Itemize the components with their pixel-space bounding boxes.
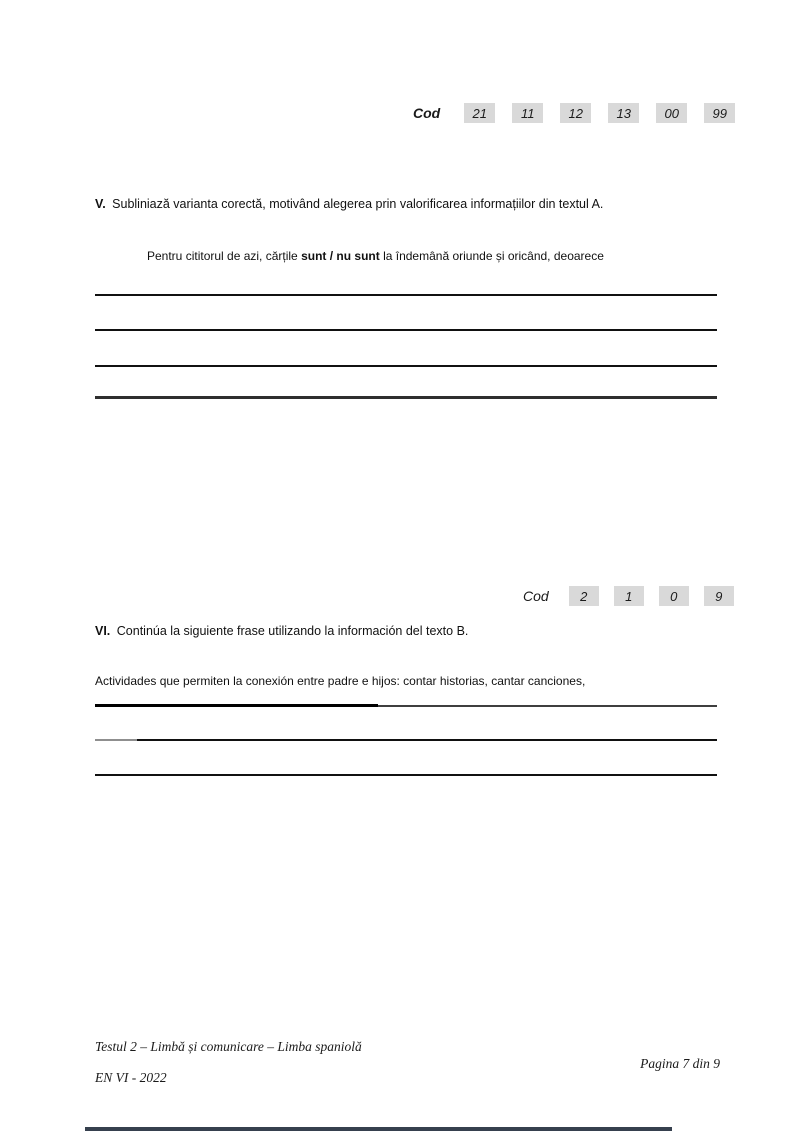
answer-line	[95, 329, 717, 331]
section-vi-instruction: Continúa la siguiente frase utilizando la información del texto B.	[116, 624, 469, 638]
code-box: 9	[704, 586, 734, 606]
code-box: 00	[656, 103, 687, 123]
answer-line	[95, 396, 717, 399]
code-box: 12	[560, 103, 591, 123]
answer-line	[95, 774, 717, 776]
code-box: 21	[464, 103, 495, 123]
answer-line	[95, 294, 717, 296]
section-vi-number: VI.	[95, 624, 111, 638]
answer-line	[95, 739, 717, 741]
section-v-instruction: Subliniază varianta corectă, motivând alegerea prin valorificarea informațiilor din textul A.	[112, 197, 604, 211]
code-row-top	[413, 103, 735, 123]
footer-page-number: Pagina 7 din 9	[640, 1056, 720, 1071]
sentence-suffix: la îndemână oriunde și oricând, deoarece	[383, 249, 604, 263]
code-row-mid	[523, 586, 734, 606]
section-vi-sentence	[95, 674, 717, 688]
section-v-number: V.	[95, 197, 106, 211]
code-box: 1	[614, 586, 644, 606]
sentence-text: Actividades que permiten la conexión entre padre e hijos: contar historias, cantar canciones,	[95, 674, 586, 688]
answer-line	[95, 704, 717, 707]
code-label: Cod	[413, 105, 441, 121]
sentence-choice-bold: sunt / nu sunt	[301, 249, 380, 263]
code-box: 13	[608, 103, 639, 123]
footer-test-label: Testul 2 – Limbă și comunicare – Limba spaniolă	[95, 1039, 362, 1054]
code-box: 99	[704, 103, 735, 123]
section-v-heading	[95, 197, 603, 211]
sentence-prefix: Pentru cititorul de azi, cărțile	[147, 249, 298, 263]
next-page-edge	[85, 1127, 672, 1131]
code-box: 0	[659, 586, 689, 606]
code-box: 11	[512, 103, 543, 123]
section-v-sentence	[95, 249, 717, 263]
answer-line-segment	[95, 704, 378, 707]
answer-line-segment	[95, 739, 137, 741]
code-label: Cod	[523, 588, 549, 604]
answer-line	[95, 365, 717, 367]
section-vi-heading	[95, 624, 468, 638]
footer-exam-label: EN VI - 2022	[95, 1070, 167, 1085]
code-box: 2	[569, 586, 599, 606]
